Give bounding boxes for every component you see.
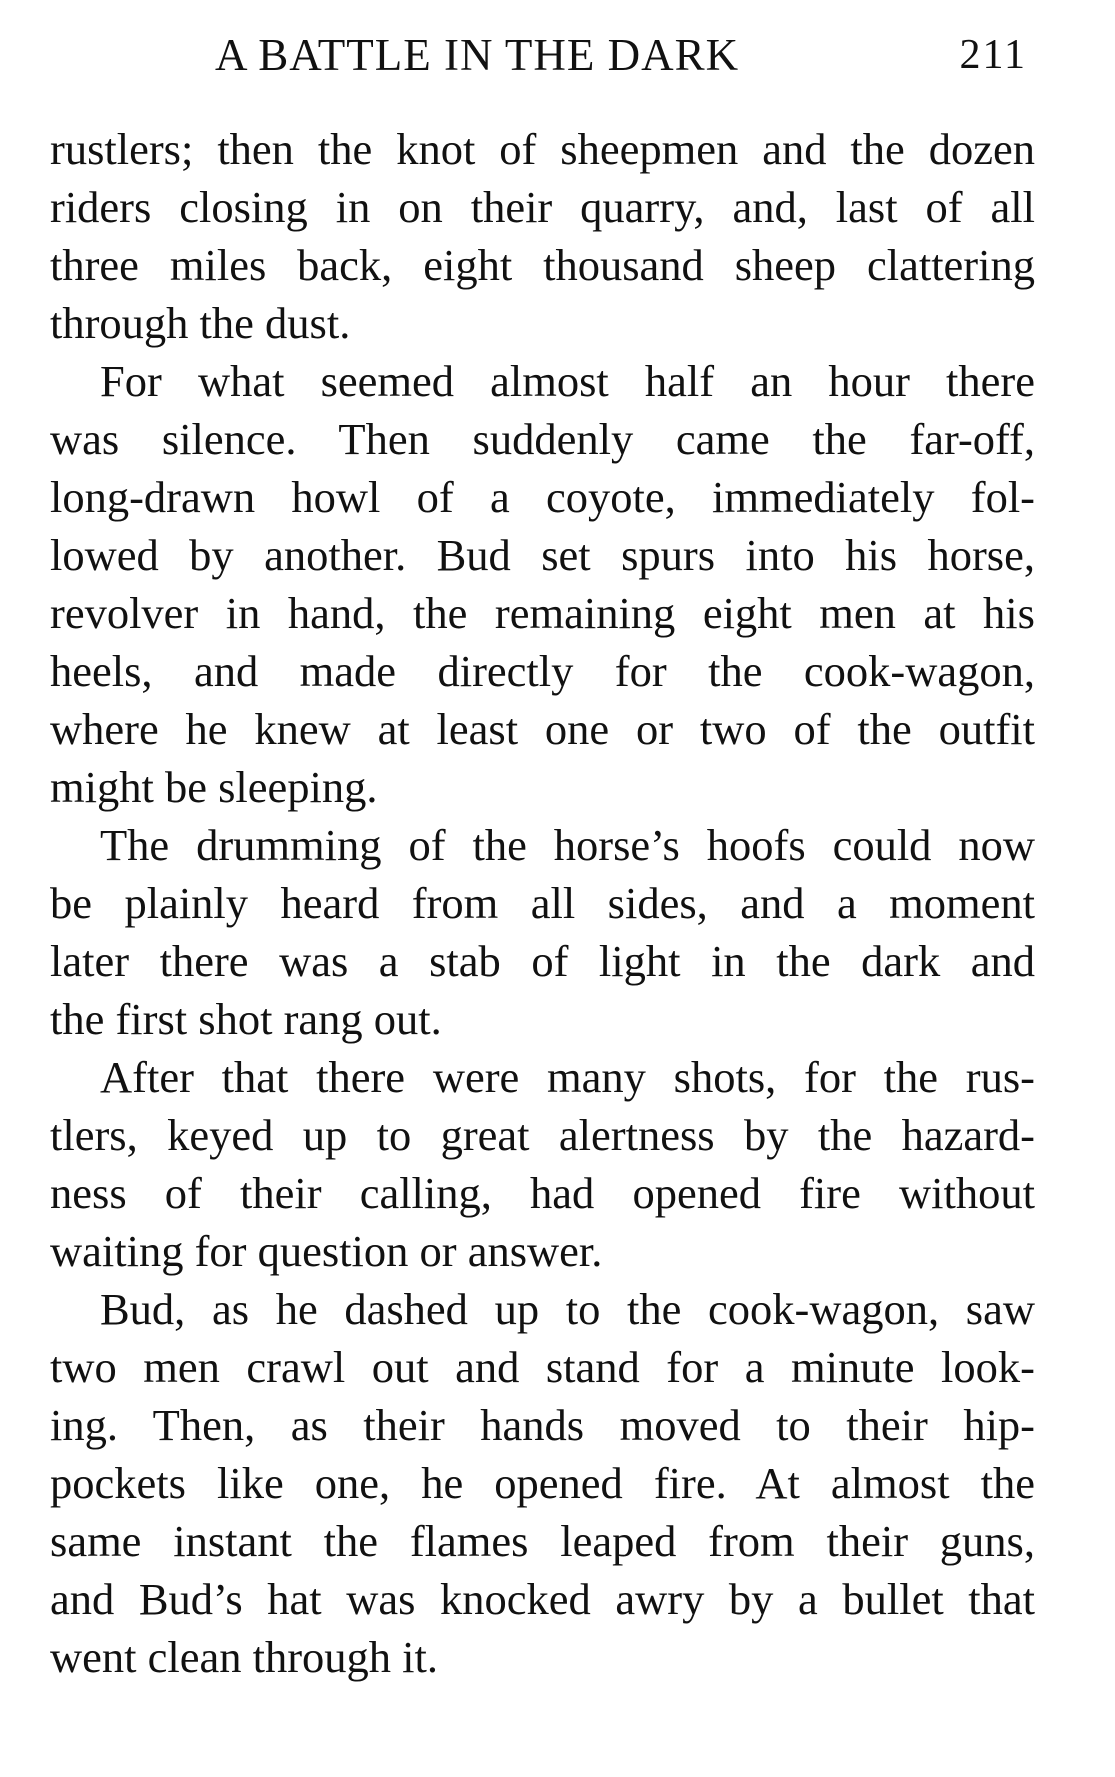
text-line: was silence. Then suddenly came the far-off, [50,414,1035,464]
paragraph [50,816,1035,1048]
text-line: three miles back, eight thousand sheep clattering [50,240,1035,290]
text-line: heels, and made directly for the cook-wagon, [50,646,1035,696]
text-line: The drumming of the horse’s hoofs could now [100,820,1035,870]
text-line: might be sleeping. [50,762,378,812]
paragraph [50,1048,1035,1280]
text-line: went clean through it. [50,1632,439,1682]
text-line: lowed by another. Bud set spurs into his horse, [50,530,1035,580]
paragraph [50,120,1035,352]
text-line: later there was a stab of light in the dark and [50,936,1035,986]
text-line: be plainly heard from all sides, and a moment [50,878,1035,928]
chapter-title: A BATTLE IN THE DARK [215,30,740,80]
body-text [50,120,1035,1686]
text-line: After that there were many shots, for the rus- [100,1052,1035,1102]
paragraph [50,352,1035,816]
paragraph [50,1280,1035,1686]
text-line: pockets like one, he opened fire. At almost the [50,1458,1035,1508]
text-line: through the dust. [50,298,351,348]
text-line: long-drawn howl of a coyote, immediately fol- [50,472,1035,522]
text-line: revolver in hand, the remaining eight men at his [50,588,1035,638]
text-line: tlers, keyed up to great alertness by the hazard- [50,1110,1035,1160]
page-number: 211 [959,32,1027,78]
running-head [50,18,1035,88]
text-line: waiting for question or answer. [50,1226,603,1276]
text-line: riders closing in on their quarry, and, last of all [50,182,1035,232]
text-line: two men crawl out and stand for a minute look- [50,1342,1035,1392]
text-line: Bud, as he dashed up to the cook-wagon, saw [100,1284,1035,1334]
text-line: ing. Then, as their hands moved to their hip- [50,1400,1035,1450]
text-line: where he knew at least one or two of the outfit [50,704,1035,754]
text-line: and Bud’s hat was knocked awry by a bullet that [50,1574,1035,1624]
text-line: For what seemed almost half an hour there [100,356,1035,406]
text-line: ness of their calling, had opened fire without [50,1168,1035,1218]
text-line: rustlers; then the knot of sheepmen and the dozen [50,124,1035,174]
text-line: the first shot rang out. [50,994,442,1044]
text-line: same instant the flames leaped from their guns, [50,1516,1035,1566]
